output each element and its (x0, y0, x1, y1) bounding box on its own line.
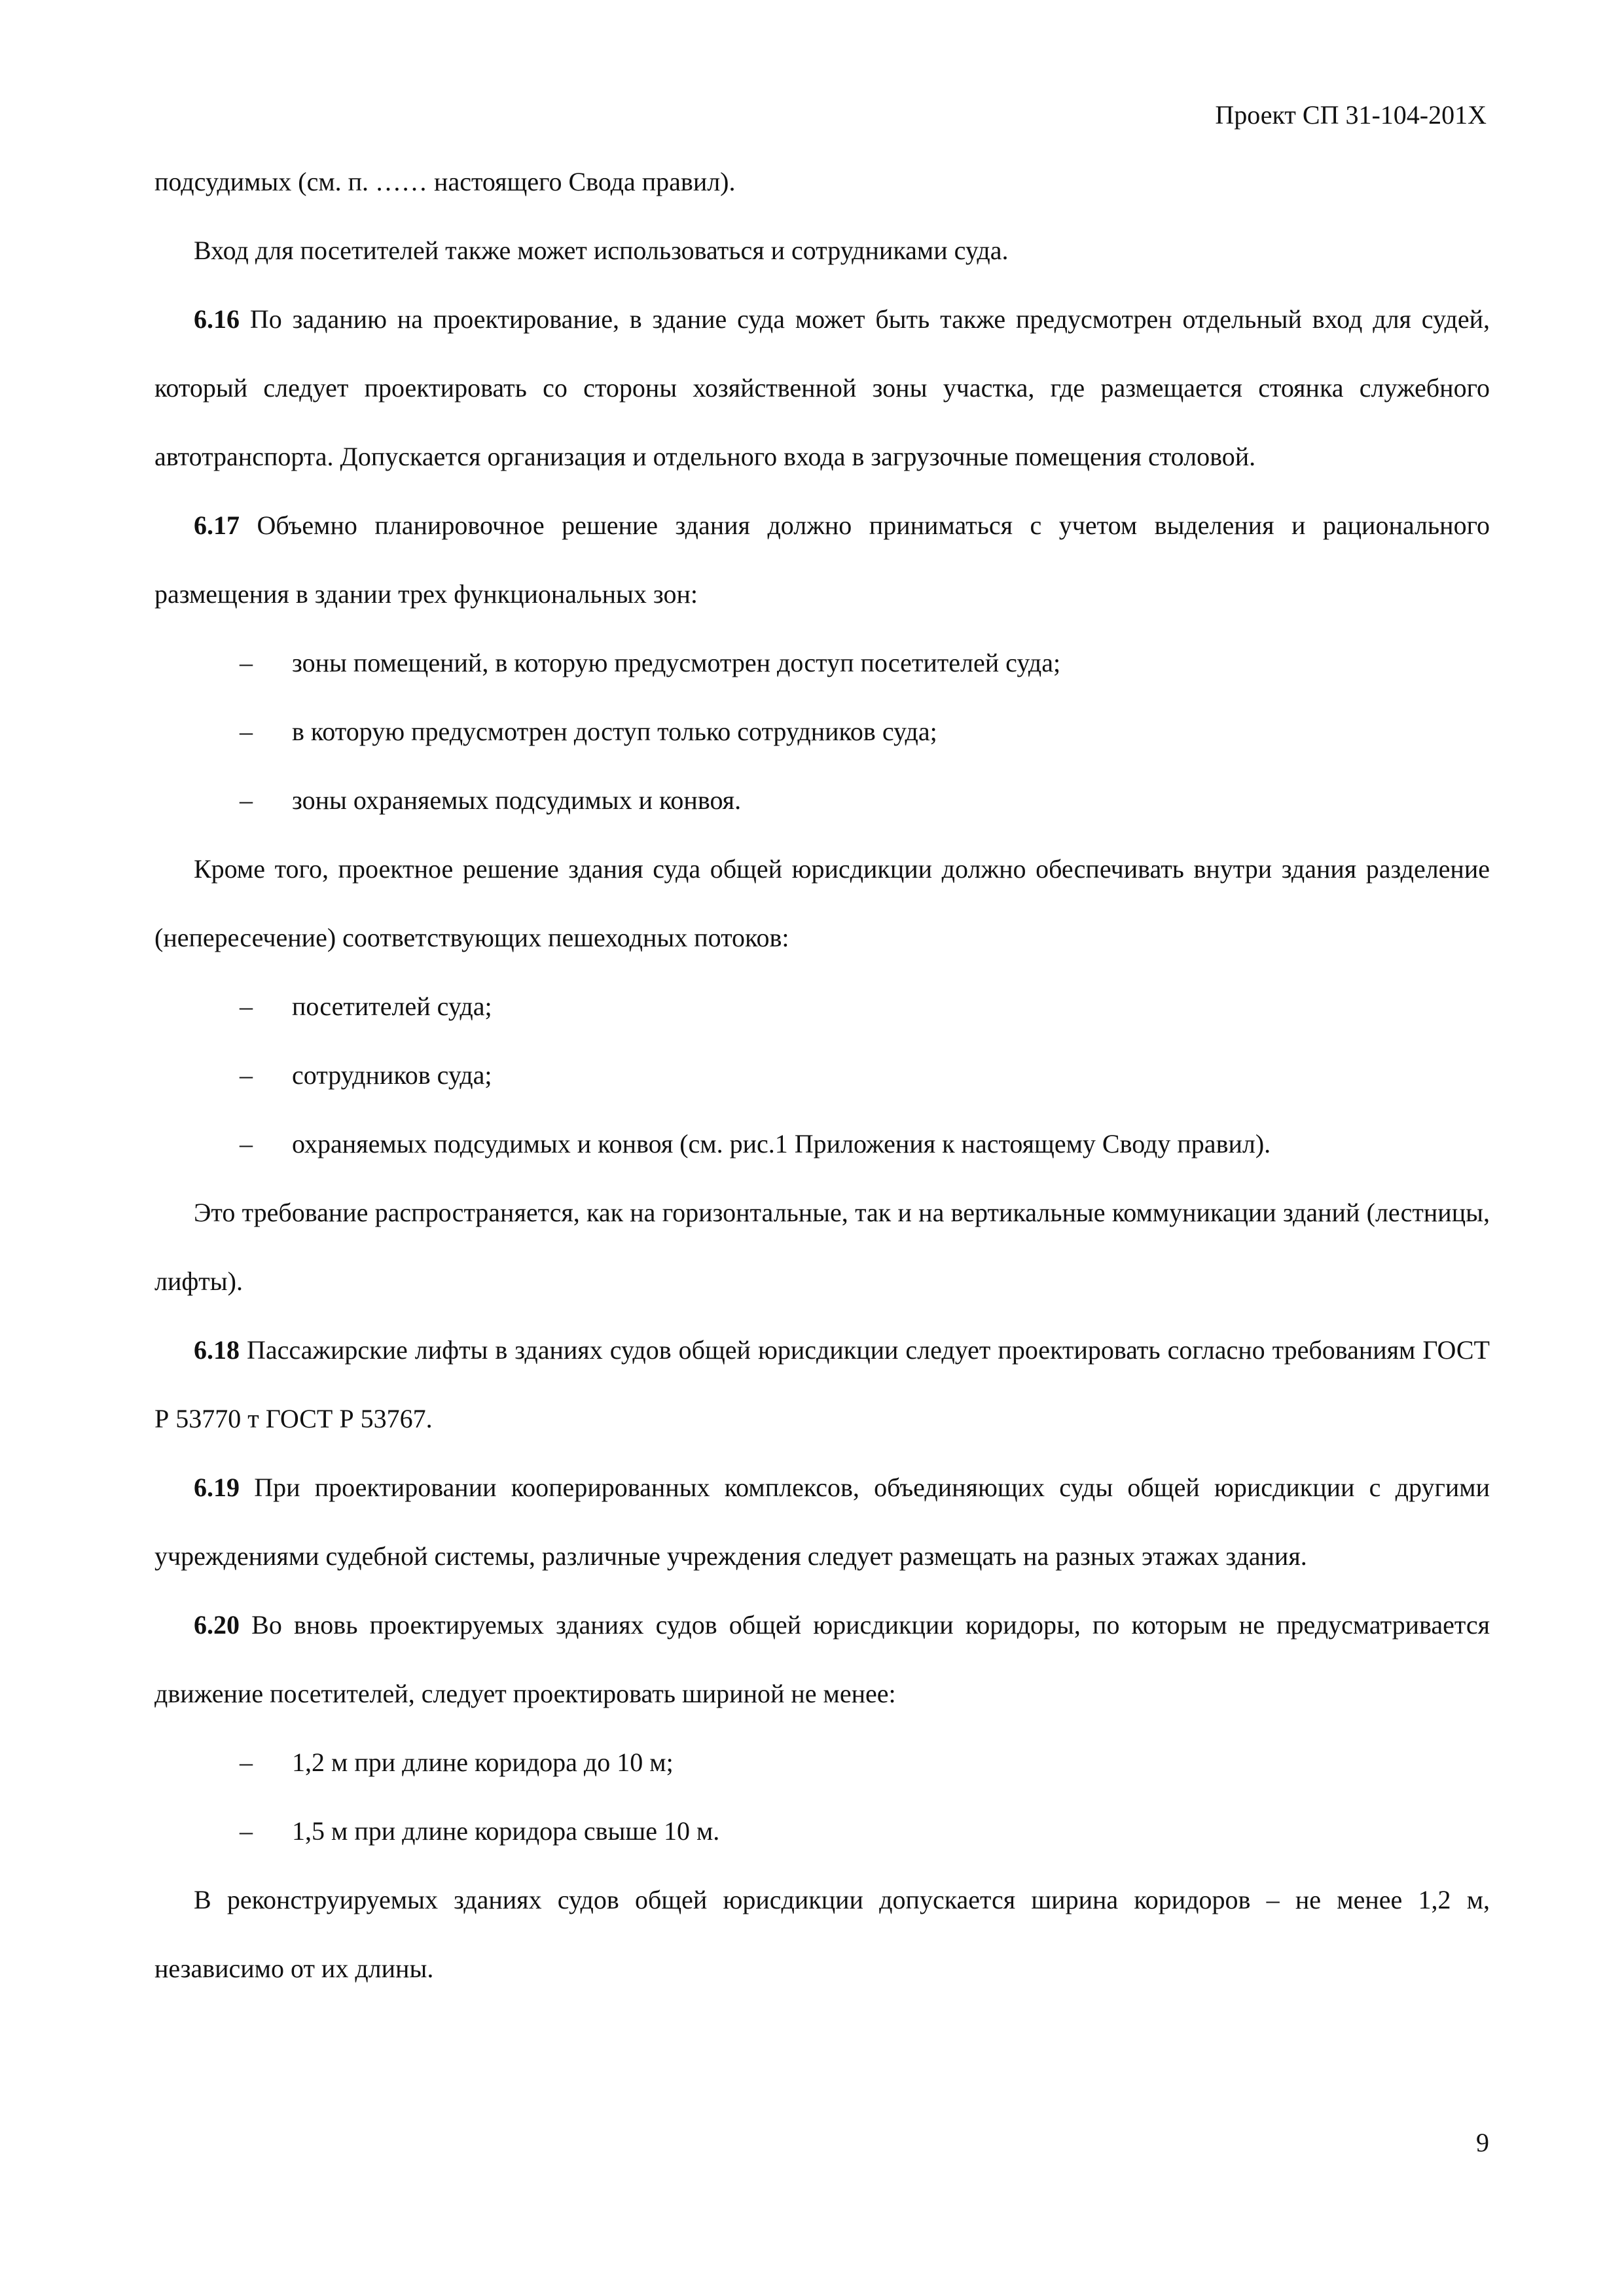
clause-text: По заданию на проектирование, в здание суда может быть также предусмотрен отдельный вход для судей, который следует проектировать со стороны хозяйственной зоны участка, где размещается стоянка служебного автотранспорта. Допускается организация и отдельного входа в загрузочные помещения столовой. (154, 304, 1490, 471)
list-item-text: охраняемых подсудимых и конвоя (см. рис.1 Приложения к настоящему Своду правил). (292, 1129, 1271, 1158)
clause-6-18 (154, 1316, 1490, 1453)
list-item-text: 1,2 м при длине коридора до 10 м; (292, 1748, 674, 1777)
list-marker: – (240, 992, 253, 1021)
clause-6-19 (154, 1453, 1490, 1590)
clause-number: 6.18 (194, 1335, 240, 1365)
list-item (154, 1728, 1490, 1797)
paragraph-requirement: Это требование распространяется, как на горизонтальные, так и на вертикальные коммуникации зданий (лестницы, лифты). (154, 1198, 1490, 1296)
list-marker: – (240, 1816, 253, 1846)
page-header: Проект СП 31-104-201X (1215, 100, 1487, 130)
clause-text: Объемно планировочное решение здания должно приниматься с учетом выделения и рационального размещения в здании трех функциональных зон: (154, 511, 1490, 609)
clause-number: 6.20 (194, 1610, 240, 1640)
clause-text: При проектировании кооперированных комплексов, объединяющих суды общей юрисдикции с другими учреждениями судебной системы, различные учреждения следует размещать на разных этажах здания. (154, 1473, 1490, 1571)
clause-number: 6.16 (194, 304, 240, 334)
paragraph-continuation: подсудимых (см. п. …… настоящего Свода правил). (154, 167, 736, 196)
clause-6-20 (154, 1590, 1490, 1728)
list-item (154, 628, 1490, 697)
list-marker: – (240, 1748, 253, 1777)
paragraph-visitor-entrance: Вход для посетителей также может использоваться и сотрудниками суда. (194, 236, 1009, 265)
list-item (154, 1797, 1490, 1865)
list-marker: – (240, 648, 253, 677)
list-item (154, 697, 1490, 766)
paragraph-pedestrian-flows: Кроме того, проектное решение здания суда общей юрисдикции должно обеспечивать внутри здания разделение (непересечение) соответствующих пешеходных потоков: (154, 854, 1490, 952)
clause-6-17 (154, 491, 1490, 628)
clause-text: Во вновь проектируемых зданиях судов общей юрисдикции коридоры, по которым не предусматривается движение посетителей, следует проектировать шириной не менее: (154, 1610, 1490, 1708)
list-item-text: в которую предусмотрен доступ только сотрудников суда; (292, 717, 937, 746)
page-number: 9 (1476, 2128, 1489, 2157)
list-item-text: зоны охраняемых подсудимых и конвоя. (292, 785, 742, 815)
list-marker: – (240, 1060, 253, 1090)
clause-number: 6.19 (194, 1473, 240, 1502)
list-marker: – (240, 717, 253, 746)
clause-6-16 (154, 285, 1490, 491)
list-item (154, 766, 1490, 834)
list-item-text: сотрудников суда; (292, 1060, 492, 1090)
clause-text: Пассажирские лифты в зданиях судов общей юрисдикции следует проектировать согласно требованиям ГОСТ Р 53770 т ГОСТ Р 53767. (154, 1335, 1490, 1433)
list-item-text: зоны помещений, в которую предусмотрен доступ посетителей суда; (292, 648, 1061, 677)
list-item (154, 1109, 1490, 1178)
list-item (154, 1041, 1490, 1109)
clause-number: 6.17 (194, 511, 240, 540)
list-marker: – (240, 785, 253, 815)
list-item-text: 1,5 м при длине коридора свыше 10 м. (292, 1816, 720, 1846)
paragraph-reconstruction: В реконструируемых зданиях судов общей юрисдикции допускается ширина коридоров – не менее 1,2 м, независимо от их длины. (154, 1885, 1490, 1983)
list-item (154, 972, 1490, 1041)
list-item-text: посетителей суда; (292, 992, 492, 1021)
list-marker: – (240, 1129, 253, 1158)
document-body (154, 147, 1490, 2003)
